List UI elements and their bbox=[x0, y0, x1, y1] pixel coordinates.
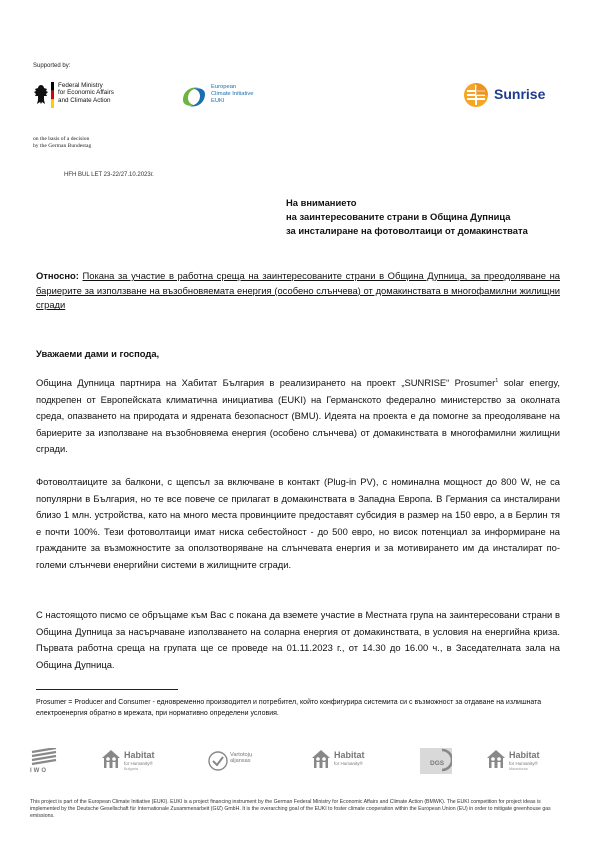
sunrise-name: Sunrise bbox=[494, 86, 546, 102]
euki-disclaimer: This project is part of the European Climate Initiative (EUKI). EUKI is a project financing instrument by the German Federal Ministry for Economic Affairs and Climate Action (BMWK). The EUKI competition for project ideas is implemented by the Deutsche Gesellschaft für Internationale Zusammenarbeit (GIZ) GmbH. It is the overarching goal of the EUKI to foster climate cooperation within the European Union (EU) in order to mitigate greenhouse gas emissions. bbox=[30, 799, 551, 820]
subject-line bbox=[36, 269, 560, 313]
sunrise-logo bbox=[463, 82, 558, 108]
habitat-bulgaria-logo: Habitat for Humanity® Bulgaria bbox=[100, 748, 180, 782]
sunrise-sun-icon bbox=[463, 82, 489, 108]
euki-name: European Climate Initiative EUKI bbox=[211, 84, 254, 104]
vartotoju-aljansas-logo: Vartotojų aljansas bbox=[208, 748, 288, 782]
bmwk-name: Federal Ministry for Economic Affairs and Climate Action bbox=[58, 82, 114, 104]
vartotoju-emblem-icon bbox=[208, 751, 228, 771]
subject-label: Относно: bbox=[36, 270, 79, 281]
subject-text: Покана за участие в работна среща на заинтересованите страни в Община Дупница, за преодоляване на бариерите за използване на възобновяемата енергия (особено слънчева) от домакинствата в многофамилни жилищни сгради bbox=[36, 270, 560, 311]
dgs-logo: DGS bbox=[420, 748, 454, 782]
bundestag-decision-note: on the basis of a decision by the German Bundestag bbox=[33, 136, 92, 149]
iwo-logo: IWO bbox=[30, 748, 64, 782]
footnote: Prosumer = Producer and Consumer - едновременно производител и потребител, който конфигурира системита си с възможност за отдаване на излишната електроенергия обратно в мрежата, при нормативно определени условия. bbox=[36, 699, 542, 717]
greeting: Уважаеми дами и господа, bbox=[36, 348, 160, 359]
euki-swirl-icon bbox=[179, 82, 209, 112]
paragraph-balcony-pv: Фотоволтаиците за балкони, с щепсъл за включване в контакт (Plug-in PV), с номинална мощност до 800 W, не са популярни в България, но те все повече се прилагат в домакинствата в Западна Европа. В Германия са инсталирани близо 1 млн. устройства, като на много места провинциите предоставят субсидия в размер на 150 евро, а в Берлин тя е почти 100%. Тези фотоволтаици имат ниска себестойност - до 500 евро, но висок потенциал за информиране на гражданите за възможностите за оползотворяване на слънчевата енергия и за мотивирането им да инсталират по-големи слънчеви енергийни системи в жилищните сгради. bbox=[36, 476, 560, 570]
euki-logo bbox=[179, 82, 259, 112]
paragraph-project: Община Дупница партнира на Хабитат България в реализирането на проект „SUNRISE“ Prosumer$^1$ solar energy, подкрепен от Европейската климатична инициатива (EUKI) на Германското федерално министерство за околната среда, опазването на природата и ядрената безопасност (BMU). Идеята на проекта е да помогне за преодоляване на бариерите за използване на възобновяема енергия (особено слънчева) от домакинствата в многофамилни жилищни сгради. bbox=[36, 377, 560, 454]
partner-logos bbox=[30, 748, 570, 784]
federal-eagle-icon bbox=[33, 82, 49, 108]
habitat-house-icon bbox=[485, 748, 507, 770]
footnote-marker: 1 bbox=[495, 377, 499, 384]
habitat-house-icon bbox=[310, 748, 332, 770]
addressee-block: На вниманието на заинтересованите страни в Община Дупница за инсталиране на фотоволтаици от домакинствата bbox=[286, 197, 528, 236]
bmwk-logo bbox=[33, 82, 153, 114]
habitat-logo-2: Habitat for Humanity® bbox=[310, 748, 390, 782]
supported-by-label: Supported by: bbox=[33, 63, 71, 69]
paragraph-invitation: С настоящото писмо се обръщаме към Вас с покана да вземете участие в Местната група на заинтересовани страни в Община Дупница за насърчаване използването на соларна енергия от домакинствата, в условия на енергийна криза. Първата работна среща на групата ще се проведе на 01.11.2023 г., от 14.30 до 16.00 ч., в Заседателната зала на Община Дупница. bbox=[36, 609, 560, 670]
habitat-house-icon bbox=[100, 748, 122, 770]
habitat-macedonia-logo: Habitat for Humanity® Macedonia bbox=[485, 748, 570, 782]
footnote-divider bbox=[36, 689, 178, 690]
letter-reference: HFH BUL LET 23-22/27.10.2023г. bbox=[64, 172, 154, 178]
german-flag-icon bbox=[51, 82, 54, 108]
iwo-bars-icon bbox=[30, 748, 58, 766]
